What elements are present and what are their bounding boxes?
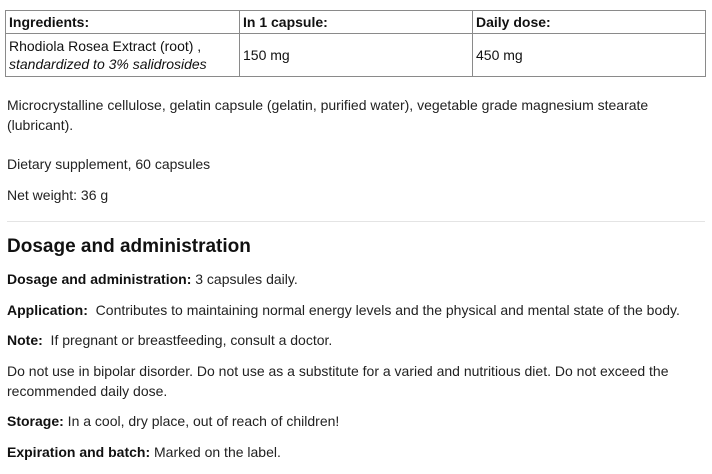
dosage-text: 3 capsules daily.: [191, 271, 298, 287]
ingredient-cell: [6, 34, 240, 77]
header-ingredients: Ingredients:: [6, 11, 240, 34]
ingredient-name: Rhodiola Rosea Extract (root) ,: [9, 38, 202, 54]
note-line: [7, 330, 697, 350]
section-title: Dosage and administration: [7, 236, 251, 257]
application-label: Application:: [7, 302, 88, 318]
amount-per-capsule: 150 mg: [240, 34, 473, 77]
application-line: [7, 300, 697, 320]
application-text: Contributes to maintaining normal energy levels and the physical and mental state of the body.: [87, 302, 680, 318]
storage-text: In a cool, dry place, out of reach of children!: [63, 413, 340, 429]
expiration-label: Expiration and batch:: [7, 444, 151, 460]
other-ingredients: Microcrystalline cellulose, gelatin capsule (gelatin, purified water), vegetable grade magnesium stearate (lubricant).: [7, 97, 649, 133]
ingredients-table: [5, 10, 706, 77]
note-label: Note:: [7, 332, 43, 348]
supplement-type: Dietary supplement, 60 capsules: [7, 156, 211, 172]
dosage-line: [7, 269, 697, 289]
amount-daily-dose: 450 mg: [473, 34, 706, 77]
table-row: [6, 34, 706, 77]
note-text: If pregnant or breastfeeding, consult a doctor.: [42, 332, 333, 348]
table-header-row: [6, 11, 706, 34]
storage-line: [7, 411, 697, 431]
expiration-line: [7, 442, 697, 462]
storage-label: Storage:: [7, 413, 64, 429]
header-in-one-capsule: In 1 capsule:: [240, 11, 473, 34]
dosage-label: Dosage and administration:: [7, 271, 192, 287]
ingredient-standardization: standardized to 3% salidrosides: [9, 56, 207, 72]
header-daily-dose: Daily dose:: [473, 11, 706, 34]
warnings: Do not use in bipolar disorder. Do not use as a substitute for a varied and nutritious diet. Do not exceed the recommended daily dose.: [7, 363, 669, 399]
section-divider: [7, 221, 705, 222]
net-weight: Net weight: 36 g: [7, 187, 109, 203]
expiration-text: Marked on the label.: [150, 444, 281, 460]
